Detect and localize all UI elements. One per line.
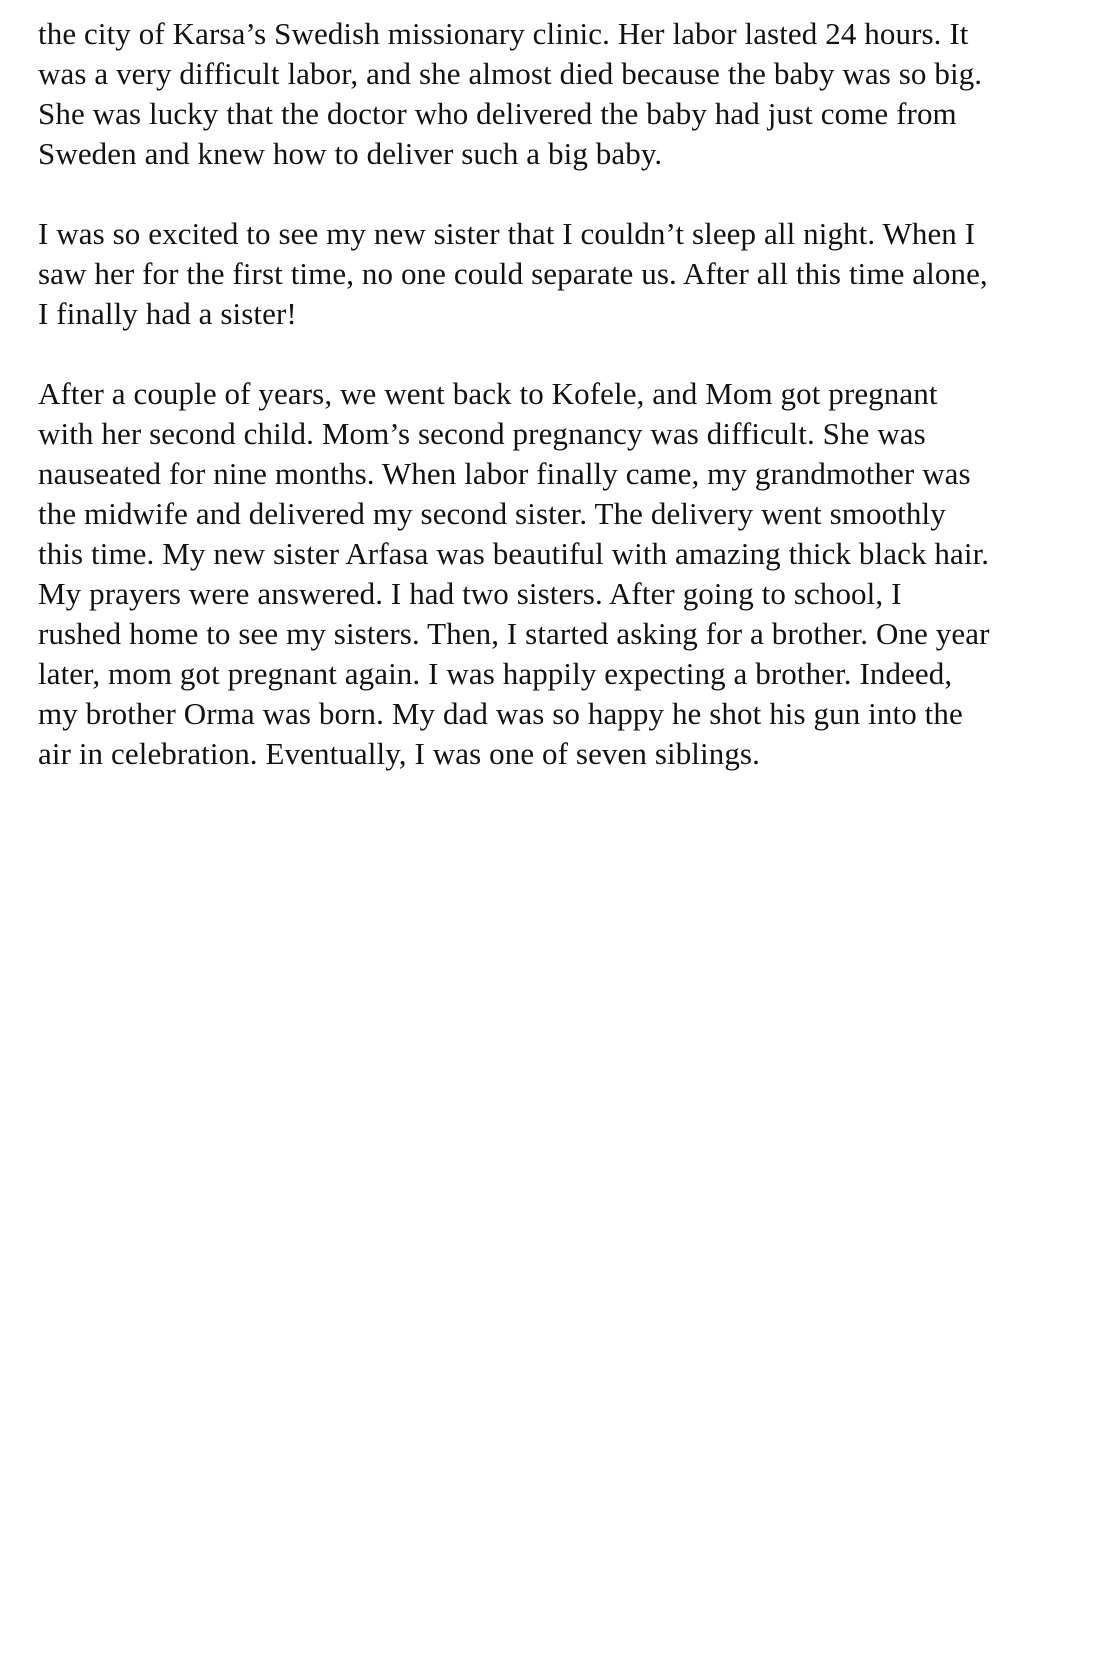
text-line: nauseated for nine months. When labor finally came, my grandmother was bbox=[38, 456, 971, 491]
text-line: with her second child. Mom’s second pregnancy was difficult. She was bbox=[38, 416, 926, 451]
text-line: I was so excited to see my new sister that I couldn’t sleep all night. When I bbox=[38, 216, 976, 251]
text-line: rushed home to see my sisters. Then, I started asking for a brother. One year bbox=[38, 616, 990, 651]
text-line: later, mom got pregnant again. I was happily expecting a brother. Indeed, bbox=[38, 656, 953, 691]
paragraph bbox=[38, 374, 1072, 774]
text-block bbox=[38, 14, 1072, 774]
text-line: She was lucky that the doctor who delivered the baby had just come from bbox=[38, 96, 957, 131]
text-line: the midwife and delivered my second sister. The delivery went smoothly bbox=[38, 496, 946, 531]
text-line: After a couple of years, we went back to Kofele, and Mom got pregnant bbox=[38, 376, 938, 411]
text-line: saw her for the first time, no one could separate us. After all this time alone, bbox=[38, 256, 988, 291]
text-line: this time. My new sister Arfasa was beautiful with amazing thick black hair. bbox=[38, 536, 990, 571]
paragraph bbox=[38, 14, 1072, 174]
text-line: Sweden and knew how to deliver such a big baby. bbox=[38, 136, 663, 171]
text-line: I finally had a sister! bbox=[38, 296, 297, 331]
text-line: was a very difficult labor, and she almost died because the baby was so big. bbox=[38, 56, 983, 91]
text-line: air in celebration. Eventually, I was one of seven siblings. bbox=[38, 736, 760, 771]
text-line: my brother Orma was born. My dad was so happy he shot his gun into the bbox=[38, 696, 963, 731]
paragraph bbox=[38, 214, 1072, 334]
text-line: the city of Karsa’s Swedish missionary clinic. Her labor lasted 24 hours. It bbox=[38, 16, 969, 51]
text-line: My prayers were answered. I had two sisters. After going to school, I bbox=[38, 576, 902, 611]
